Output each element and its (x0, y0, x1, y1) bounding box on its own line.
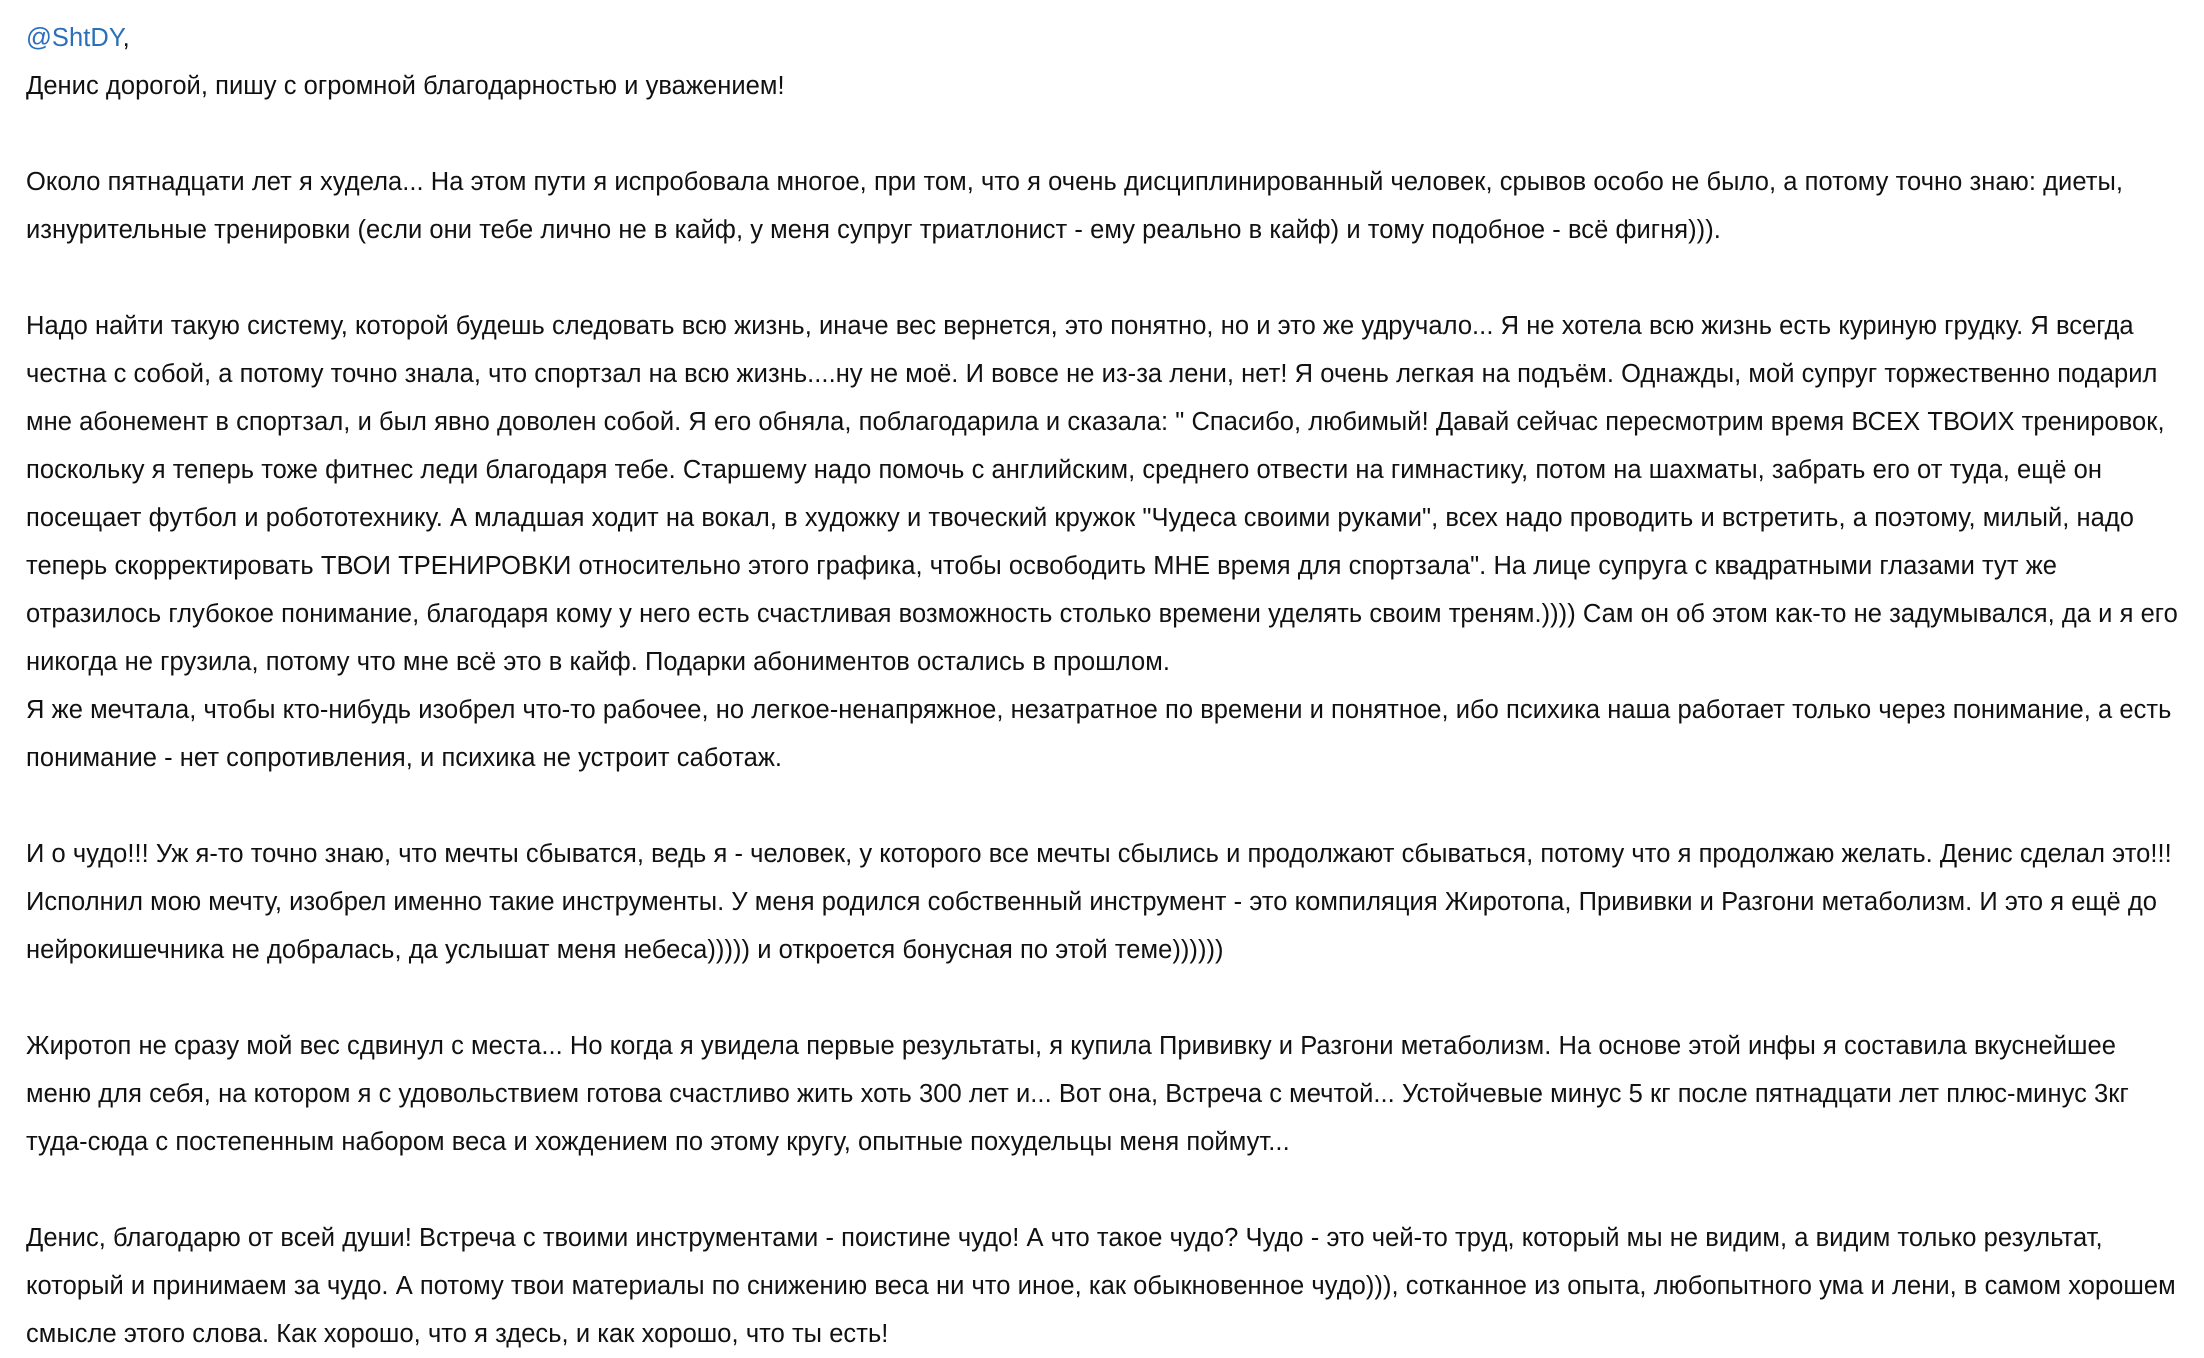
paragraph-3: Я же мечтала, чтобы кто-нибудь изобрел что-то рабочее, но легкое-ненапряжное, незатратное по времени и понятное, ибо психика наша работает только через понимание, а есть понимание - нет сопротивления, и психика не устроит саботаж. (26, 696, 2172, 772)
paragraph-spacer-3 (26, 782, 2178, 830)
highlight-own-instrument: У меня родился собственный инструмент - это компиляция Жиротопа, Прививки и Разгони метаболизм. (731, 888, 1973, 916)
greeting-line: Денис дорогой, пишу с огромной благодарностью и уважением! (26, 72, 785, 100)
highlight-fifteen-years: Около пятнадцати лет я худела... (26, 168, 424, 196)
paragraph-spacer-4 (26, 974, 2178, 1022)
paragraph-1-text-1: На этом пути я испробовала многое, при том, что я очень дисциплинированный человек, срывов особо не было, а потому точно знаю: (423, 168, 2044, 196)
paragraph-1 (26, 158, 2178, 254)
paragraph-2 (26, 302, 2178, 686)
handle-suffix: , (122, 24, 130, 52)
paragraph-6: Денис, благодарю от всей души! Встреча с твоими инструментами - поистине чудо! А что такое чудо? Чудо - это чей-то труд, который мы не видим, а видим только результат, который и принимаем за чудо. А потому твои материалы по снижению веса ни что иное, как обыкновенное чудо))), сотканное из опыта, любопытного ума и лени, в самом хорошем смысле этого слова. Как хорошо, что я здесь, и как хорошо, что ты есть! (26, 1224, 2176, 1348)
paragraph-spacer-5 (26, 1166, 2178, 1214)
message-body (26, 14, 2178, 1358)
paragraph-2-text-2: Я очень легкая на подъём. Однажды, мой супруг торжественно подарил мне абонемент в спортзал, и был явно доволен собой. Я его обняла, поблагодарила и сказала: " Спасибо, любимый! Давай сейчас пересмотрим время ВСЕХ ТВОИХ тренировок, поскольку я теперь тоже фитнес леди благодаря тебе. Старшему надо помочь с английским, среднего отвести на гимнастику, потом на шахматы, забрать его от туда, ещё он посещает футбол и робототехнику. А младшая ходит на вокал, в художку и твоческий кружок "Чудеса своими руками", всех надо проводить и встретить, а поэтому, милый, надо теперь скорректировать ТВОИ ТРЕНИРОВКИ относительно этого графика, чтобы освободить МНЕ время для спортзала". На лице супруга с квадратными глазами тут же отразилось глубокое понимание, благодаря кому у него есть счастливая возможность столько времени уделять своим треням.)))) Сам он об этом как-то не задумывался, да и я его никогда не грузила, потому что мне всё это в кайф. Подарки абониментов остались в прошлом. (26, 360, 2178, 676)
paragraph-4 (26, 830, 2178, 974)
paragraph-1-text-2: (если они тебе лично не в кайф, у меня супруг триатлонист - ему реально в кайф) и тому подобное - (350, 216, 1568, 244)
highlight-stable-minus-five-kg: Устойчевые минус 5 кг (1401, 1080, 1671, 1108)
highlight-honest-with-myself: Я всегда честна с собой, а потому точно знала, что спортзал на всю жизнь....ну не моё. И вовсе не из-за лени, нет! (26, 312, 2134, 388)
highlight-diets-workouts: диеты, изнурительные тренировки (26, 168, 2123, 244)
paragraph-spacer-1 (26, 110, 2178, 158)
user-handle-link[interactable]: @ShtDY (26, 24, 123, 52)
highlight-all-nonsense: всё фигня))). (1567, 216, 1721, 244)
paragraph-5-text-1: Жиротоп не сразу мой вес сдвинул с места... Но когда я увидела первые результаты, я купила Прививку и Разгони метаболизм. На основе этой инфы я составила вкуснейшее меню для себя, на котором я с удовольствием готова счастливо жить хоть 300 лет и... Вот она, Встреча с мечтой... (26, 1032, 2116, 1108)
paragraph-5-text-2: после пятнадцати лет плюс-минус 3кг туда-сюда с постепенным набором веса и хождением по этому кругу, опытные похудельцы меня поймут... (26, 1080, 2129, 1156)
paragraph-2-text-1: Надо найти такую систему, которой будешь следовать всю жизнь, иначе вес вернется, это понятно, но и это же удручало... Я не хотела всю жизнь есть куриную грудку. (26, 312, 2031, 340)
paragraph-4-text-2: И это я ещё до нейрокишечника не добралась, да услышат меня небеса))))) и откроется бонусная по этой теме)))))) (26, 888, 2157, 964)
paragraph-4-text-1: И о чудо!!! Уж я-то точно знаю, что мечты сбыватся, ведь я - человек, у которого все мечты сбылись и продолжают сбываться, потому что я продолжаю желать. Денис сделал это!!! Исполнил мою мечту, изобрел именно такие инструменты. (26, 840, 2172, 916)
paragraph-5 (26, 1022, 2178, 1166)
paragraph-spacer-2 (26, 254, 2178, 302)
salutation-line (26, 14, 2178, 62)
